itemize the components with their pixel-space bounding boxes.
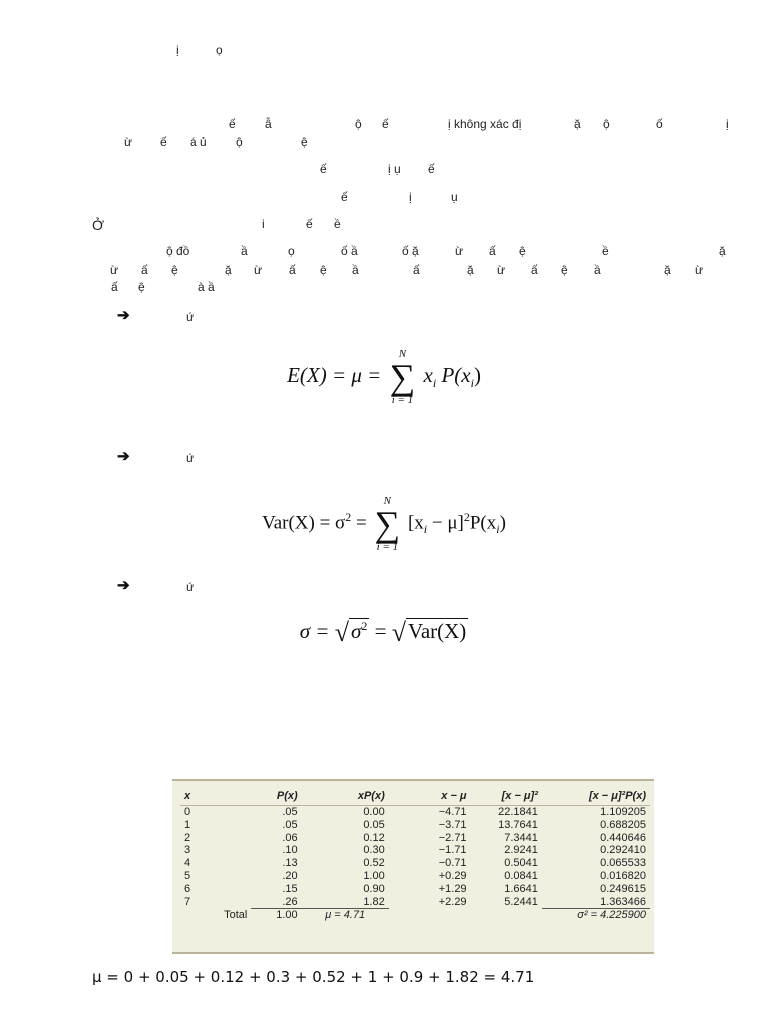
table-row: 0 .05 0.00 −4.71 22.1841 1.109205 bbox=[184, 806, 646, 818]
text-fragment: Ở bbox=[92, 217, 105, 233]
text-fragment: ấ bbox=[141, 263, 148, 277]
text-fragment: ừ bbox=[110, 263, 119, 277]
text-fragment: ế bbox=[306, 217, 313, 231]
text-fragment: i bbox=[262, 217, 265, 231]
text-fragment: à ầ bbox=[198, 280, 215, 294]
table-row: 1 .05 0.05 −3.71 13.7641 0.688205 bbox=[184, 818, 646, 831]
arrow-bullet-icon: ➔ bbox=[117, 577, 130, 594]
expectation-formula: E(X) = μ = N ∑ i = 1 $x_i$ $P(x_i)$ bbox=[287, 348, 481, 406]
column-header: P(x) bbox=[276, 790, 298, 802]
text-fragment: ế bbox=[160, 135, 167, 149]
text-fragment: ấ bbox=[289, 263, 296, 277]
column-header: x bbox=[184, 790, 191, 802]
text-fragment: ặ bbox=[467, 263, 474, 277]
table-row: 4 .13 0.52 −0.71 0.5041 0.065533 bbox=[184, 857, 646, 870]
text-fragment: ệ bbox=[171, 263, 178, 277]
table-total-row bbox=[180, 909, 650, 922]
text-fragment: ộ bbox=[603, 117, 610, 131]
total-probability: 1.00 bbox=[276, 909, 298, 922]
total-variance: σ² = 4.225900 bbox=[577, 909, 646, 922]
mean-calculation: μ = 0 + 0.05 + 0.12 + 0.3 + 0.52 + 1 + 0.9 + 1.82 = 4.71 bbox=[92, 968, 535, 986]
table-row: 5 .20 1.00 +0.29 0.0841 0.016820 bbox=[184, 869, 646, 882]
text-fragment: ụ bbox=[451, 190, 458, 204]
column-header: xP(x) bbox=[357, 790, 385, 802]
text-fragment: ệ bbox=[138, 280, 145, 294]
text-fragment: ứ bbox=[186, 580, 195, 594]
text-fragment: ừ bbox=[254, 263, 263, 277]
text-fragment: ị bbox=[176, 43, 179, 57]
text-fragment: ị ụ bbox=[388, 162, 401, 176]
text-fragment: ặ bbox=[225, 263, 232, 277]
text-fragment: ừ bbox=[124, 135, 133, 149]
text-fragment: ầ bbox=[352, 263, 359, 277]
text-fragment: ấ bbox=[531, 263, 538, 277]
column-header: [x − μ]²P(x) bbox=[588, 790, 646, 802]
text-fragment: ế bbox=[341, 190, 348, 204]
text-fragment: ặ bbox=[719, 244, 726, 258]
text-fragment: ế bbox=[382, 117, 389, 131]
text-fragment: ấ bbox=[489, 244, 496, 258]
stddev-formula: $\sigma = √\sigma^2 = √Var(X)$ bbox=[299, 618, 467, 647]
table-row: 7 .26 1.82 +2.29 5.2441 1.363466 bbox=[180, 896, 650, 909]
variance-formula: $Var(X) = \sigma^2$ = N ∑ i = 1 $[x_i - \mu]^2P(x_i)$ bbox=[262, 495, 506, 553]
text-fragment: ố ặ bbox=[402, 244, 419, 258]
summation-sign: N ∑ i = 1 bbox=[374, 495, 401, 553]
text-fragment: ệ bbox=[561, 263, 568, 277]
text-fragment: ọ bbox=[216, 43, 223, 57]
text-fragment: á ủ bbox=[190, 135, 207, 149]
text-fragment: ệ bbox=[519, 244, 526, 258]
text-fragment: ấ bbox=[111, 280, 118, 294]
column-header: [x − μ]² bbox=[501, 790, 538, 802]
text-fragment: ệ bbox=[320, 263, 327, 277]
column-header: x − μ bbox=[441, 790, 467, 802]
text-fragment: ị không xác đị bbox=[448, 117, 522, 131]
text-fragment: ừ bbox=[695, 263, 704, 277]
total-label: Total bbox=[224, 909, 248, 922]
text-fragment: ề bbox=[602, 244, 609, 258]
text-fragment: ầ bbox=[594, 263, 601, 277]
text-fragment: ầ bbox=[241, 244, 248, 258]
table-header-row bbox=[180, 787, 650, 806]
text-fragment: ứ bbox=[186, 310, 195, 324]
text-fragment: ừ bbox=[455, 244, 464, 258]
text-fragment: ề bbox=[334, 217, 341, 231]
text-fragment: ệ bbox=[301, 135, 308, 149]
text-fragment: ặ bbox=[664, 263, 671, 277]
summation-sign: N ∑ i = 1 bbox=[389, 348, 416, 406]
text-fragment: ộ bbox=[355, 117, 362, 131]
total-mean: μ = 4.71 bbox=[325, 909, 366, 922]
table-row: 6 .15 0.90 +1.29 1.6641 0.249615 bbox=[184, 882, 646, 895]
table-row: 3 .10 0.30 −1.71 2.9241 0.292410 bbox=[184, 844, 646, 857]
text-fragment: ế bbox=[320, 162, 327, 176]
text-fragment: ố ầ bbox=[341, 244, 358, 258]
text-fragment: ộ bbox=[236, 135, 243, 149]
text-fragment: ế bbox=[229, 117, 236, 131]
arrow-bullet-icon: ➔ bbox=[117, 307, 130, 324]
text-fragment: ộ đồ bbox=[166, 244, 190, 258]
probability-table bbox=[172, 779, 654, 954]
text-fragment: ấ bbox=[413, 263, 420, 277]
text-fragment: ố bbox=[656, 117, 663, 131]
text-fragment: ị bbox=[409, 190, 412, 204]
text-fragment: ọ bbox=[288, 244, 295, 258]
text-fragment: ị bbox=[726, 117, 729, 131]
text-fragment: ứ bbox=[186, 451, 195, 465]
text-fragment: ẫ bbox=[265, 117, 272, 131]
arrow-bullet-icon: ➔ bbox=[117, 448, 130, 465]
text-fragment: ế bbox=[428, 162, 435, 176]
table-row: 2 .06 0.12 −2.71 7.3441 0.440646 bbox=[184, 831, 646, 844]
text-fragment: ừ bbox=[497, 263, 506, 277]
text-fragment: ặ bbox=[574, 117, 581, 131]
